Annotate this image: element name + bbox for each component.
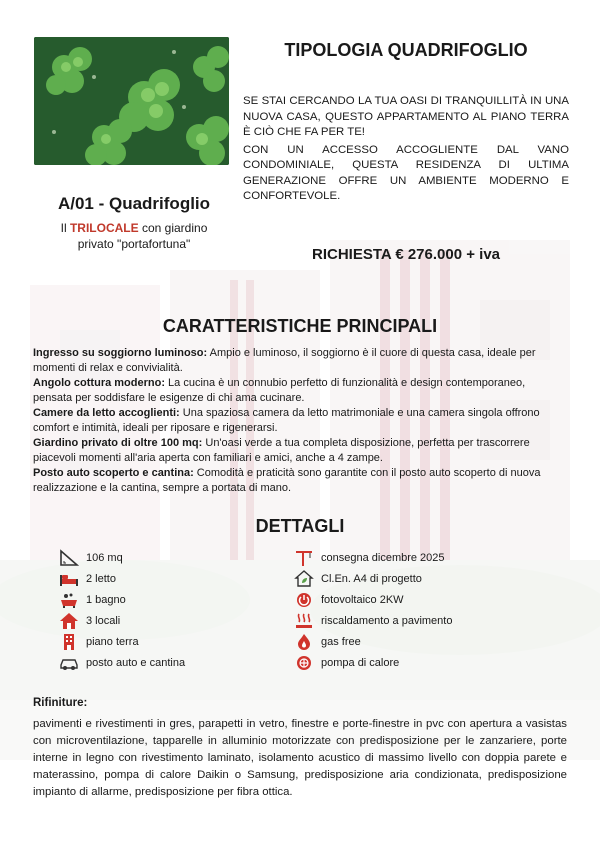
detail-item-gas [293, 631, 452, 652]
bed-icon [58, 570, 80, 588]
feature-text: Una spaziosa camera da letto matrimoniale e una camera singola offrono comfort e intimità, ideali per riposare e rigenerarsi. [33, 407, 540, 434]
gas-free-icon [293, 633, 315, 651]
feature-item [33, 466, 567, 495]
price-request: RICHIESTA € 276.000 + iva [311, 246, 500, 263]
dettagli-title: DETTAGLI [255, 516, 345, 536]
detail-item-parking [58, 652, 185, 673]
detail-item-bath [58, 589, 185, 610]
crane-icon [293, 549, 315, 567]
feature-label: Camere da letto accoglienti: [33, 407, 180, 419]
car-icon [58, 654, 80, 672]
details-left-column [58, 547, 185, 673]
intro-paragraph-2: CON UN ACCESSO ACCOGLIENTE DAL VANO CONDOMINIALE, QUESTA RESIDENZA DI ULTIMA GENERAZIONE OFFRE UN AMBIENTE MODERNO E CONFORTEVOLE. [243, 143, 569, 202]
ruler-square-icon [58, 549, 80, 567]
detail-solar-text: fotovoltaico 2KW [321, 593, 404, 606]
clover-photo [34, 37, 229, 165]
detail-item-energy [293, 568, 452, 589]
detail-item-delivery [293, 547, 452, 568]
building-icon [58, 633, 80, 651]
detail-item-beds [58, 568, 185, 589]
detail-floor-text: piano terra [86, 635, 139, 648]
detail-parking-text: posto auto e cantina [86, 656, 186, 669]
feature-text: Un'oasi verde a tua completa disposizione, perfetta per trascorrere piacevoli momenti all'aria aperta con familiari e amici, anche a 4 zampe. [33, 437, 530, 464]
feature-text: La cucina è un connubio perfetto di funzionalità e design contemporaneo, pensata per soddisfare le esigenze di chi ama cucinare. [33, 377, 526, 404]
heat-pump-icon [293, 654, 315, 672]
subtitle-line2: privato "portafortuna" [77, 237, 191, 251]
detail-heating-text: riscaldamento a pavimento [321, 614, 453, 627]
bathtub-icon [58, 591, 80, 609]
rifiniture-text: pavimenti e rivestimenti in gres, parapetti in vetro, finestre e porte-finestre in pvc con apertura a vasistas con microventilazione, tapparelle in alluminio motorizzate con predisposizione per le zanzariere, porte interne in legno con rivestimento laminato, isolamento acustico di massimo livello con doppia parete e materassino, pompa di calore Daikin o Samsung, predisposizione aria condizionata, predisposizione impianto di allarme, predisposizione per fibra ottica. [33, 718, 567, 798]
detail-item-heatpump [293, 652, 452, 673]
feature-item [33, 436, 567, 465]
details-right-column [293, 547, 452, 673]
detail-rooms-text: 3 locali [86, 614, 121, 627]
detail-energy-text: Cl.En. A4 di progetto [321, 572, 422, 585]
detail-bath-text: 1 bagno [86, 593, 126, 606]
house-icon [58, 612, 80, 630]
features-list [33, 346, 567, 496]
tipologia-title: TIPOLOGIA QUADRIFOGLIO [284, 40, 528, 60]
intro-paragraph-1: SE STAI CERCANDO LA TUA OASI DI TRANQUILLITÀ IN UNA NUOVA CASA, QUESTO APPARTAMENTO AL PIANO TERRA È CIÒ CHE FA PER TE! [243, 95, 569, 138]
detail-beds-text: 2 letto [86, 572, 116, 585]
feature-label: Angolo cottura moderno: [33, 377, 165, 389]
feature-label: Posto auto scoperto e cantina: [33, 467, 194, 479]
detail-item-size [58, 547, 185, 568]
subtitle-rest: con giardino [141, 221, 208, 235]
feature-item [33, 406, 567, 435]
caratteristiche-title: CARATTERISTICHE PRINCIPALI [162, 316, 438, 336]
detail-size-text: 106 mq [86, 551, 123, 564]
unit-title: A/01 - Quadrifoglio [57, 194, 211, 213]
feature-item [33, 346, 567, 375]
unit-subtitle [14, 220, 254, 252]
solar-power-icon [293, 591, 315, 609]
detail-item-solar [293, 589, 452, 610]
feature-label: Ingresso su soggiorno luminoso: [33, 347, 208, 359]
feature-text: Ampio e luminoso, il soggiorno è il cuore di questa casa, ideale per momenti di relax e convivialità. [33, 347, 536, 374]
feature-item [33, 376, 567, 405]
detail-gas-text: gas free [321, 635, 361, 648]
floor-heating-icon [293, 612, 315, 630]
subtitle-prefix: Il [60, 221, 67, 235]
detail-delivery-text: consegna dicembre 2025 [321, 551, 445, 564]
rifiniture-label: Rifiniture: [33, 697, 88, 709]
eco-house-icon [293, 570, 315, 588]
feature-text: Comodità e praticità sono garantite con il posto auto scoperto di nuova realizzazione e la cantina, sempre a portata di mano. [33, 467, 541, 494]
detail-item-floor [58, 631, 185, 652]
detail-item-heating [293, 610, 452, 631]
intro-text [243, 94, 569, 207]
subtitle-highlight: TRILOCALE [69, 221, 139, 235]
feature-label: Giardino privato di oltre 100 mq: [33, 437, 203, 449]
detail-item-rooms [58, 610, 185, 631]
detail-heatpump-text: pompa di calore [321, 656, 400, 669]
